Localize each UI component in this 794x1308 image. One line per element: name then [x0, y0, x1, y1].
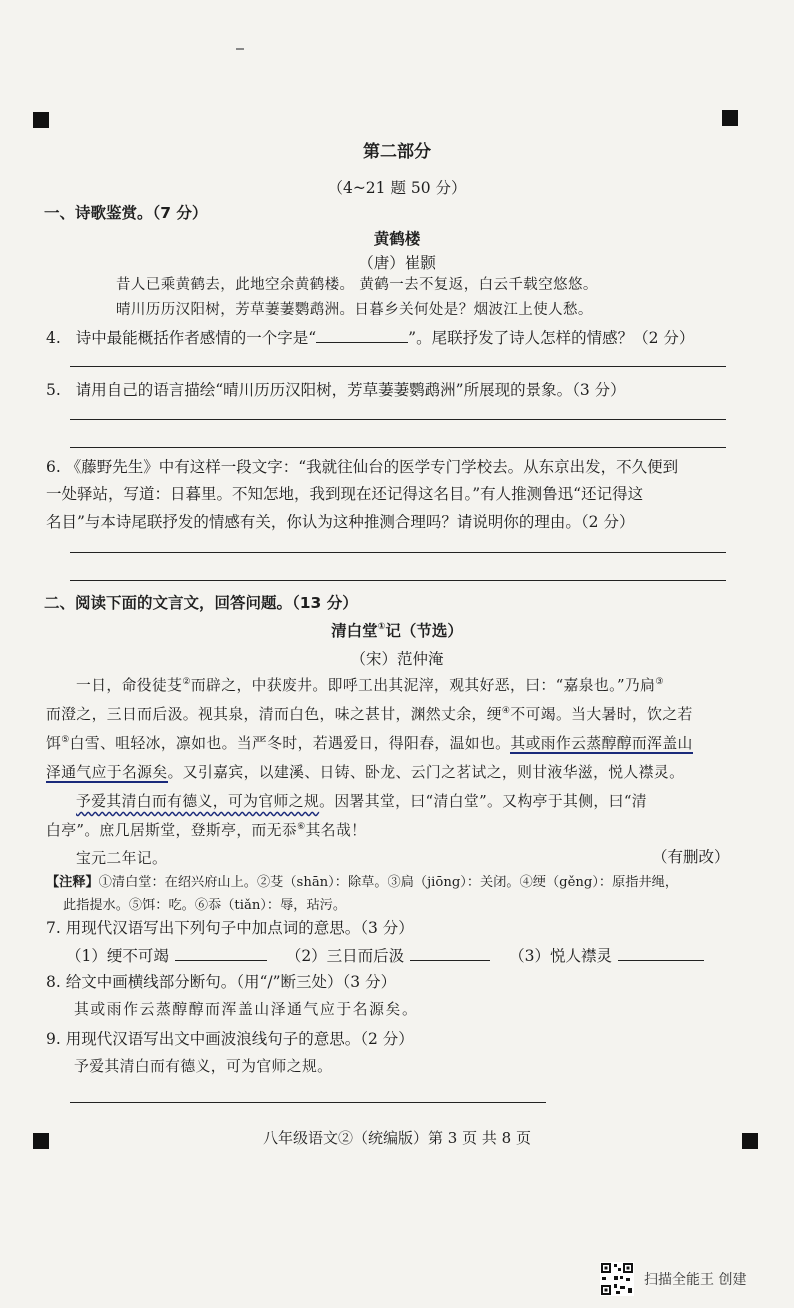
question-8-text: 其或雨作云蒸醇醇而浑盖山泽通气应于名源矣。	[74, 1001, 419, 1018]
poem-author: （唐）崔颢	[358, 254, 436, 272]
prose-title-footnote: ①	[377, 622, 386, 632]
annotations-line-1	[46, 873, 678, 893]
q7-item-2: （2）三日而后汲	[285, 947, 405, 965]
footnote-mark: ③	[655, 677, 664, 687]
question-5-text: 请用自己的语言描绘“晴川历历汉阳树，芳草萋萋鹦鹉洲”所展现的景象。（3 分）	[75, 381, 626, 399]
annotations-text: ①清白堂：在绍兴府山上。②芟（shān）：除草。③扃（jiōng）：关闭。④绠（gěng）：原指井绳，	[98, 875, 679, 890]
prose-line-1	[76, 676, 664, 696]
prose-line-5	[76, 792, 647, 812]
prose-text: 。又引嘉宾，以建溪、日铸、卧龙、云门之茗试之，则甘液华滋，悦人襟灵。	[167, 764, 685, 781]
prose-text: 饵	[46, 735, 62, 752]
answer-line-q9[interactable]	[70, 1102, 546, 1103]
question-5-number: 5.	[46, 381, 61, 399]
wavy-underlined-sentence: 予爱其清白而有德义，可为官师之规	[76, 793, 320, 810]
prose-line-3	[46, 734, 693, 754]
q7-item-1: （1）绠不可竭	[66, 947, 169, 965]
prose-title	[0, 621, 794, 641]
section-1-heading: 一、诗歌鉴赏。（7 分）	[44, 204, 208, 222]
prose-line-4	[46, 763, 684, 783]
prose-text: 一日，命役徒芟	[76, 677, 183, 694]
question-6-line-3: 名目”与本诗尾联抒发的情感有关，你认为这种推测合理吗？请说明你的理由。（2 分）	[46, 513, 635, 531]
part-title: 第二部分	[363, 142, 431, 162]
question-7: 7. 用现代汉语写出下列句子中加点词的意思。（3 分）	[46, 919, 414, 937]
answer-line-q6-2[interactable]	[70, 580, 726, 581]
question-7-items	[66, 946, 704, 966]
question-4-text-post: ”。尾联抒发了诗人怎样的情感？（2 分）	[408, 329, 695, 347]
annotations-line-2: 此指提水。⑤饵：吃。⑥忝（tiǎn）：辱，玷污。	[63, 898, 347, 913]
underlined-sentence-part-2: 泽通气应于名源矣	[46, 764, 168, 781]
prose-text: 白亭”。庶几居斯堂，登斯亭，而无忝	[46, 822, 298, 839]
question-6-line-1: 6. 《藤野先生》中有这样一段文字：“我就往仙台的医学专门学校去。从东京出发，不久便到	[46, 458, 679, 476]
section-2-heading: 二、阅读下面的文言文，回答问题。（13 分）	[44, 594, 358, 612]
prose-text: 。因署其堂，曰“清白堂”。又构亭于其侧，曰“清	[319, 793, 647, 810]
prose-text: 白雪、咀轻冰，凛如也。当严冬时，若遇爱日，得阳春，温如也。	[69, 735, 511, 752]
question-4-blank[interactable]	[316, 328, 408, 343]
q7-blank-2[interactable]	[410, 946, 490, 961]
prose-line-2	[46, 705, 693, 725]
prose-title-post: 记（节选）	[385, 622, 463, 640]
prose-title-pre: 清白堂	[331, 622, 378, 640]
question-4-text-pre: 诗中最能概括作者感情的一个字是“	[75, 329, 317, 347]
registration-mark-top-right	[722, 110, 738, 126]
q7-blank-3[interactable]	[618, 946, 704, 961]
question-5	[46, 380, 626, 400]
qr-code-icon	[600, 1262, 634, 1296]
q7-item-3: （3）悦人襟灵	[509, 947, 612, 965]
registration-mark-top-left	[33, 112, 49, 128]
prose-author: （宋）范仲淹	[350, 650, 444, 668]
question-6-line-2: 一处驿站，写道：日暮里。不知怎地，我到现在还记得这名目。”有人推测鲁迅“还记得这	[46, 485, 644, 503]
prose-date: 宝元二年记。	[76, 850, 168, 867]
question-4-number: 4.	[46, 329, 61, 347]
footnote-mark: ②	[182, 677, 191, 687]
poem-line-2: 晴川历历汉阳树，芳草萋萋鹦鹉洲。日暮乡关何处是？烟波江上使人愁。	[116, 302, 593, 318]
answer-line-q5-1[interactable]	[70, 419, 726, 420]
question-8: 8. 给文中画横线部分断句。（用“/”断三处）（3 分）	[46, 973, 397, 991]
underlined-sentence-part-1: 其或雨作云蒸醇醇而浑盖山	[510, 735, 693, 752]
prose-text: 不可竭。当大暑时，饮之若	[510, 706, 693, 723]
question-9: 9. 用现代汉语写出文中画波浪线句子的意思。（2 分）	[46, 1030, 414, 1048]
prose-text: 而澄之，三日而后汲。视其泉，清而白色，味之甚甘，渊然丈余，绠	[46, 706, 502, 723]
annotations-label: 【注释】	[46, 875, 99, 890]
answer-line-q5-2[interactable]	[70, 447, 726, 448]
answer-line-q6-1[interactable]	[70, 552, 726, 553]
q7-blank-1[interactable]	[175, 946, 267, 961]
page-info: 八年级语文②（统编版）第 3 页 共 8 页	[263, 1129, 531, 1147]
prose-text: 而辟之，中获废井。即呼工出其泥滓，观其好恶，曰：“嘉泉也。”乃扃	[190, 677, 656, 694]
prose-text: 其名哉！	[305, 822, 367, 839]
question-9-text: 予爱其清白而有德义，可为官师之规。	[74, 1058, 333, 1075]
scanner-watermark: 扫描全能王 创建	[644, 1272, 747, 1288]
part-subtitle: （4~21 题 50 分）	[327, 179, 467, 197]
scan-speck	[236, 48, 244, 50]
poem-title: 黄鹤楼	[373, 230, 421, 248]
footnote-mark: ④	[501, 706, 511, 716]
revised-note: （有删改）	[652, 848, 730, 866]
footnote-mark: ⑤	[61, 735, 70, 745]
prose-line-6	[46, 821, 366, 841]
question-4	[46, 328, 694, 348]
answer-line-q4[interactable]	[70, 366, 726, 367]
poem-line-1: 昔人已乘黄鹤去，此地空余黄鹤楼。 黄鹤一去不复返，白云千载空悠悠。	[116, 277, 598, 293]
footnote-mark: ⑥	[297, 822, 306, 832]
